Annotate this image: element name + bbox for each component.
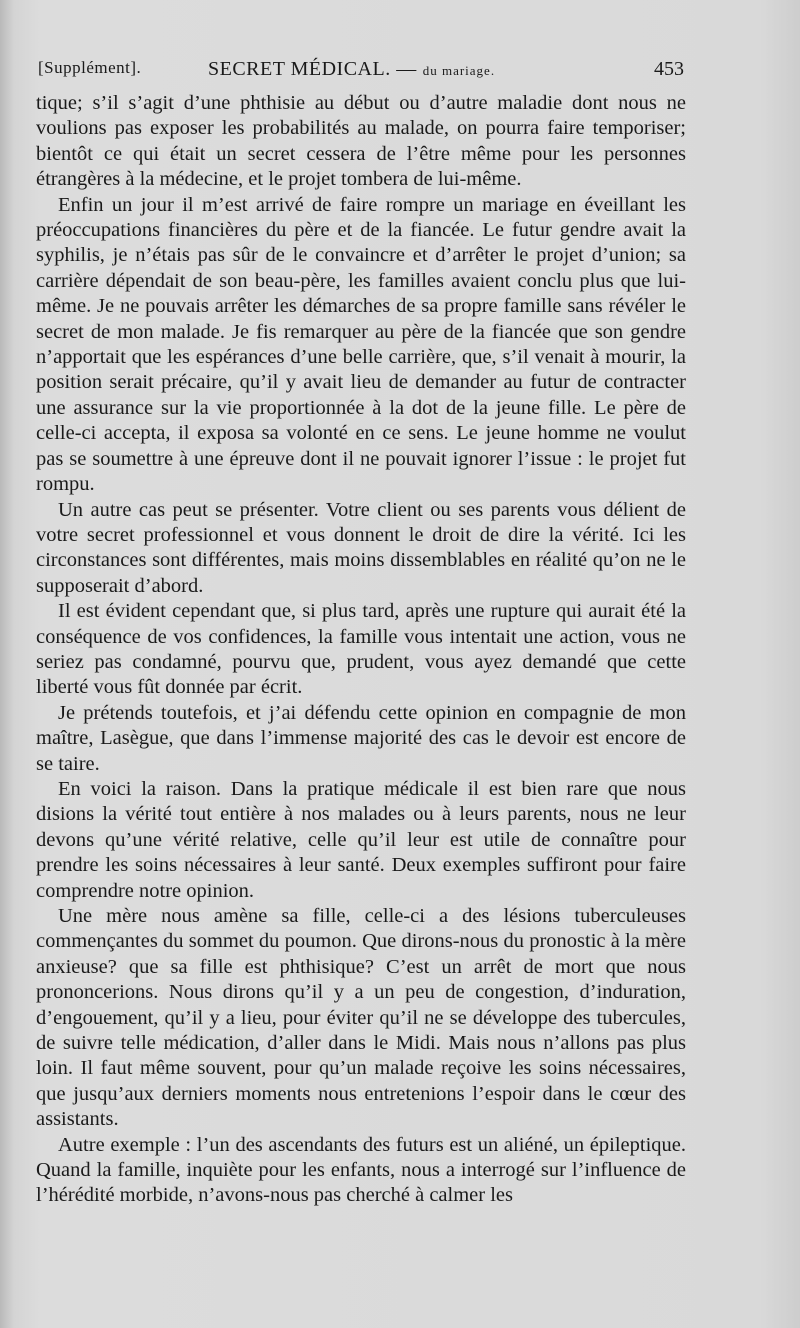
- paragraph: En voici la raison. Dans la pratique médicale il est bien rare que nous disions la vérité tout entière à nos malades ou à leurs parents, nous ne leur devons qu’une vérité relative, celle qu’il leur est utile de connaître pour prendre les soins nécessaires à leur santé. Deux exemples suffiront pour faire comprendre notre opinion.: [36, 777, 686, 902]
- paragraph: Je prétends toutefois, et j’ai défendu cette opinion en compagnie de mon maître, Lasègue, que dans l’immense majorité des cas le devoir est encore de se taire.: [36, 701, 686, 775]
- paragraph: Une mère nous amène sa fille, celle-ci a des lésions tuberculeuses commençantes du sommet du poumon. Que dirons-nous du pronostic à la mère anxieuse? que sa fille est phthisique? C’est un arrêt de mort que nous prononcerions. Nous dirons qu’il y a un peu de congestion, d’induration, d’engouement, qu’il y a lieu, pour éviter qu’il ne se développe des tubercules, de suivre telle médication, d’aller dans le Midi. Mais nous n’allons pas plus loin. Il faut même souvent, pour qu’un malade reçoive les soins nécessaires, que jusqu’aux derniers moments nous entretenions l’espoir dans le cœur des assistants.: [36, 905, 686, 1131]
- running-header: [38, 58, 684, 86]
- paragraph: Autre exemple : l’un des ascendants des futurs est un aliéné, un épileptique. Quand la famille, inquiète pour les enfants, nous a interrogé sur l’influence de l’hérédité morbide, n’avons-nous pas cherché à calmer les: [36, 1133, 686, 1207]
- body-text: [36, 91, 686, 1209]
- paragraph: Il est évident cependant que, si plus tard, après une rupture qui aurait été la conséquence de vos confidences, la famille vous intentait une action, vous ne seriez pas condamné, pourvu que, prudent, vous ayez demandé que cette liberté vous fût donnée par écrit.: [36, 600, 686, 699]
- page-number: 453: [654, 58, 684, 80]
- running-title-main: SECRET MÉDICAL. —: [208, 58, 417, 80]
- paragraph: Un autre cas peut se présenter. Votre client ou ses parents vous délient de votre secret professionnel et vous donnent le droit de dire la vérité. Ici les circonstances sont différentes, mais moins dissemblables en réalité qu’on ne le supposerait d’abord.: [36, 498, 686, 597]
- paragraph: tique; s’il s’agit d’une phthisie au début ou d’autre maladie dont nous ne voulions pas exposer les probabilités au malade, on pourra faire temporiser; bientôt ce qui était un secret cessera de l’être même pour les personnes étrangères à la médecine, et le projet tombera de lui-même.: [36, 92, 686, 191]
- paragraph: Enfin un jour il m’est arrivé de faire rompre un mariage en éveillant les préoccupations financières du père et de la fiancée. Le futur gendre avait la syphilis, je n’étais pas sûr de le convaincre et d’arrêter le projet d’union; sa carrière dépendait de son beau-père, les familles avaient conclu plus que lui-même. Je ne pouvais arrêter les démarches de sa propre famille sans révéler le secret de mon malade. Je fis remarquer au père de la fiancée que son gendre n’apportait que les espérances d’une belle carrière, que, s’il venait à mourir, la position serait précaire, qu’il y avait lieu de demander au futur de contracter une assurance sur la vie proportionnée à la dot de la jeune fille. Le père de celle-ci accepta, il exposa sa volonté en ce sens. Le jeune homme ne voulut pas se soumettre à une épreuve dont il ne pouvait ignorer l’issue : le projet fut rompu.: [36, 193, 686, 496]
- section-label: [Supplément].: [38, 58, 142, 77]
- running-title-sub: du mariage.: [422, 63, 496, 78]
- running-title: [208, 58, 495, 81]
